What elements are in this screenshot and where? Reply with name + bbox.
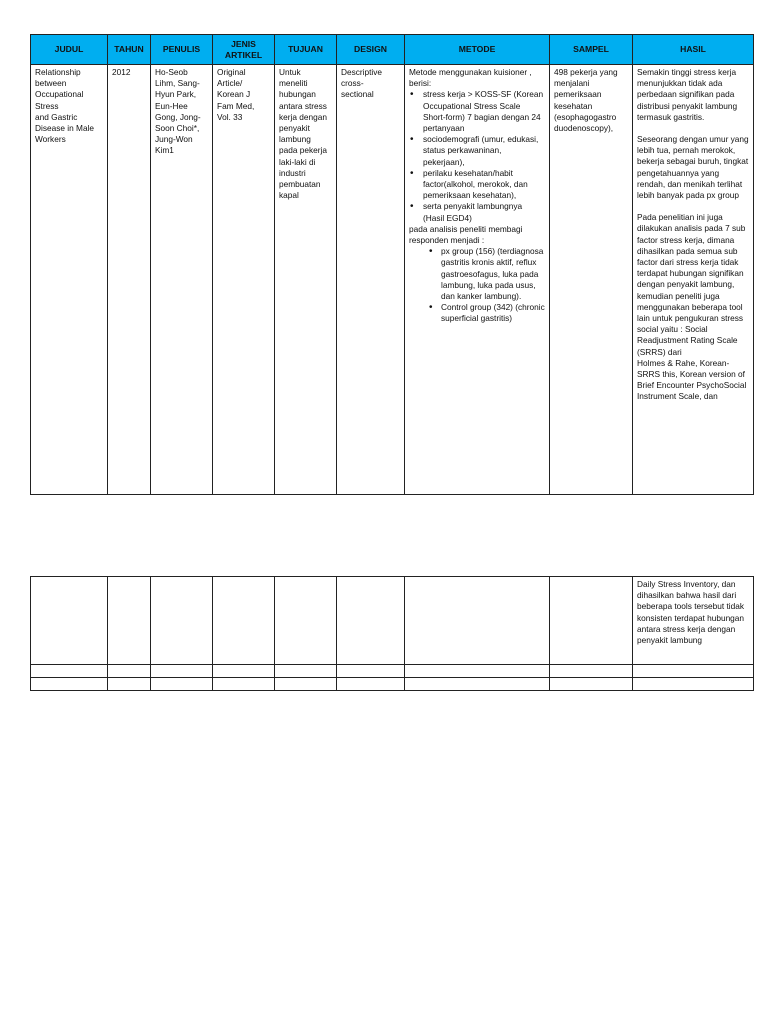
cell-tujuan: Untuk meneliti hubungan antara stress kerja dengan penyakit lambung pada pekerja laki-laki di industri pembuatan kapal <box>275 65 337 495</box>
research-table-continuation <box>30 576 754 691</box>
list-item: • px group (156) (terdiagnosa gastritis kronis aktif, reflux gastroesofagus, luka pada lambung, luka pada usus, dan kanker lambung). <box>441 246 545 302</box>
hasil-paragraph: Pada penelitian ini juga dilakukan analisis pada 7 sub factor stress kerja, dimana dihasilkan pada semua sub factor dari stress kerja tidak terdapat hubungan signifikan dengan penyakit lambung, kemudian peneliti juga menggunakan beberapa tool lain untuk pengukuran stress social yaitu : Social Readjustment Rating Scale (SRRS) dari Holmes & Rahe, Korean-SRRS this, Korean version of Brief Encounter PsychoSocial Instrument Scale, dan <box>637 212 747 402</box>
list-item: • stress kerja > KOSS-SF (Korean Occupational Stress Scale Short-form) 7 bagian dengan 24 pertanyaan <box>423 89 545 134</box>
cell-judul: Relationship between Occupational Stress and Gastric Disease in Male Workers <box>31 65 108 495</box>
header-jenis-artikel: JENIS ARTIKEL <box>213 35 275 65</box>
metode-after: pada analisis peneliti membagi responden menjadi : <box>409 223 523 246</box>
cell-sampel: 498 pekerja yang menjalani pemeriksaan kesehatan (esophagogastro duodenoscopy), <box>550 65 633 495</box>
hasil-paragraph: Seseorang dengan umur yang lebih tua, pernah merokok, bekerja sebagai buruh, tingkat pengetahuannya yang rendah, dan menikah terlihat lebih banyak pada px group <box>637 134 749 201</box>
table-row <box>31 65 754 495</box>
header-tahun: TAHUN <box>108 35 151 65</box>
cell-penulis: Ho-Seob Lihm, Sang- Hyun Park, Eun-Hee Gong, Jong- Soon Choi*, Jung-Won Kim1 <box>151 65 213 495</box>
cell-design: Descriptive cross- sectional <box>337 65 405 495</box>
table-row <box>31 577 754 665</box>
list-item: • Control group (342) (chronic superficial gastritis) <box>441 302 545 324</box>
cell-hasil: Daily Stress Inventory, dan dihasilkan bahwa hasil dari beberapa tools tersebut tidak konsisten terdapat hubungan antara stress kerja dengan penyakit lambung <box>633 577 754 665</box>
list-item: • serta penyakit lambungnya (Hasil EGD4) <box>423 201 545 223</box>
metode-list <box>409 89 545 223</box>
cell-tahun: 2012 <box>108 65 151 495</box>
header-tujuan: TUJUAN <box>275 35 337 65</box>
metode-intro: Metode menggunakan kuisioner , berisi: <box>409 67 532 89</box>
header-judul: JUDUL <box>31 35 108 65</box>
metode-sublist <box>409 246 545 324</box>
list-item: • sociodemografi (umur, edukasi, status perkawaninan, pekerjaan), <box>423 134 545 168</box>
header-metode: METODE <box>405 35 550 65</box>
header-hasil: HASIL <box>633 35 754 65</box>
cell-metode <box>405 65 550 495</box>
hasil-paragraph: Semakin tinggi stress kerja menunjukkan tidak ada perbedaan signifikan pada distribusi penyakit lambung termasuk gastritis. <box>637 67 738 122</box>
research-table <box>30 34 754 495</box>
header-penulis: PENULIS <box>151 35 213 65</box>
list-item: • perilaku kesehatan/habit factor(alkohol, merokok, dan pemeriksaan kesehatan), <box>423 168 545 202</box>
cell-hasil <box>633 65 754 495</box>
table-row <box>31 678 754 691</box>
header-sampel: SAMPEL <box>550 35 633 65</box>
header-row <box>31 35 754 65</box>
header-design: DESIGN <box>337 35 405 65</box>
table-row <box>31 665 754 678</box>
cell-jenis-artikel: Original Article/ Korean J Fam Med, Vol. 33 <box>213 65 275 495</box>
